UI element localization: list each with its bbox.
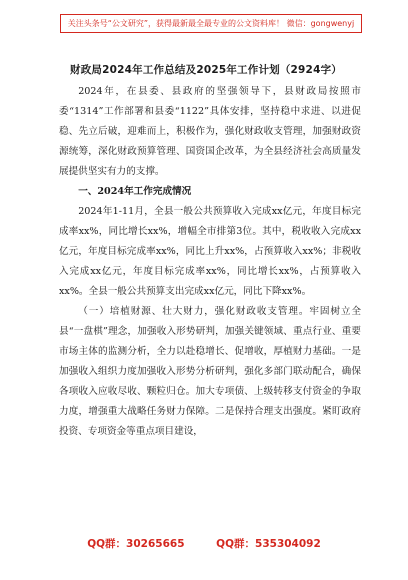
qq-group-2: QQ群：535304092: [216, 538, 321, 550]
footer-contacts: [0, 536, 408, 551]
revenue-paragraph: 2024年1-11月，全县一般公共预算收入完成xx亿元，年度目标完成率xx%，同比增长xx%，增幅全市排第3位。其中，税收收入完成xx亿元，年度目标完成率xx%，同比上升xx%，占预算收入xx%；非税收入完成xx亿元，年度目标完成率xx%，同比增长xx%，占预算收入xx%。全县一般公共预算支出完成xx亿元，同比下降xx%。: [59, 206, 361, 297]
document-title: 财政局2024年工作总结及2025年工作计划（2924字）: [70, 64, 342, 76]
section-heading: 一、2024年工作完成情况: [78, 186, 192, 197]
document-body: [59, 82, 361, 442]
subsection-paragraph: （一）培植财源、壮大财力，强化财政收支管理。牢固树立全县“一盘棋”理念，加强收入形势研判，加强关键领域、重点行业、重要市场主体的监测分析，全力以赴稳增长、促增收，厚植财力基础。一是加强收入组织力度加强收入形势分析研判，强化多部门联动配合，确保各项收入应收尽收、颗粒归仓。加大专项债、上级转移支付资金的争取力度，增强重大战略任务财力保障。二是保持合理支出强度。紧盯政府投资、专项资金等重点项目建设，: [59, 306, 361, 437]
promo-banner: 关注头条号“公文研究”，获得最新最全最专业的公文资料库！ 微信：gongwenyj: [60, 14, 362, 33]
intro-paragraph: 2024年，在县委、县政府的坚强领导下，县财政局按照市委“1314”工作部署和县委“1122”具体安排，坚持稳中求进、以进促稳、先立后破，迎难而上，积极作为，强化财政收支管理，加强财政资源统筹，深化财政预算管理、国资国企改革，为全县经济社会高质量发展提供坚实有力的支撑。: [59, 86, 361, 177]
qq-group-1: QQ群：30265665: [87, 538, 185, 550]
